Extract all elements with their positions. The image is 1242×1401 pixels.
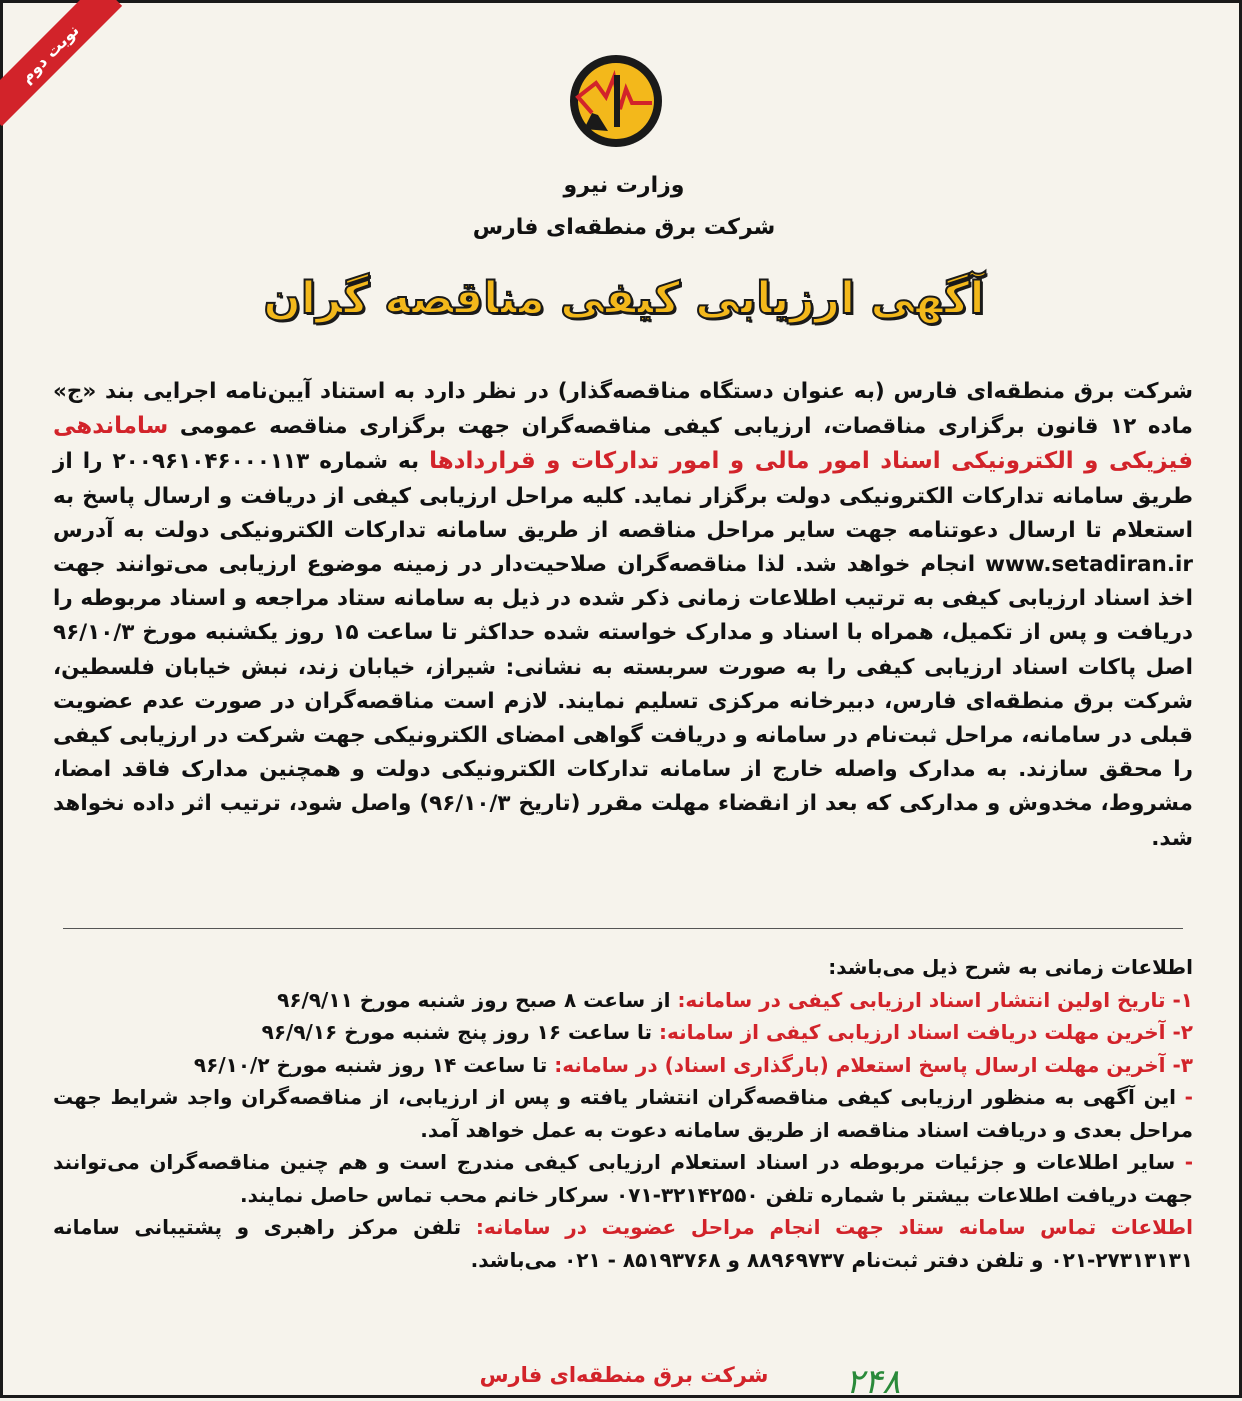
body-text-a: شرکت برق منطقه‌ای فارس (به عنوان دستگاه مناقصه‌گذار) در نظر دارد به استناد آیین‌نامه اجرایی بند «ج» ماده ۱۲ قانون برگزاری مناقصات، ارزیابی کیفی مناقصه‌گران جهت برگزاری مناقصه عمومی xyxy=(53,379,1193,440)
ministry-name: وزارت نیرو xyxy=(563,173,685,198)
body-paragraph xyxy=(53,375,1193,856)
note-dash: - xyxy=(1175,1150,1193,1174)
body-text-b: به شماره ۲۰۰۹۶۱۰۴۶۰۰۰۱۱۳ را از طریق سامانه تدارکات الکترونیکی دولت برگزار نماید. کلیه مراحل ارزیابی کیفی از دریافت و ارسال پاسخ به استعلام تا ارسال دعوتنامه جهت سایر مراحل مناقصه از طریق سامانه تدارکات الکترونیکی دولت به آدرس www.setadiran.ir انجام خواهد شد. لذا مناقصه‌گران صلاحیت‌دار در زمینه موضوع ارزیابی می‌توانند جهت اخذ اسناد ارزیابی کیفی به ترتیب اطلاعات زمانی ذکر شده در ذیل به سامانه ستاد مراجعه و اسناد مربوطه را دریافت و پس از تکمیل، همراه با اسناد و مدارک خواسته شده حداکثر تا ساعت ۱۵ روز یکشنبه مورخ ۹۶/۱۰/۳ اصل پاکات اسناد ارزیابی کیفی را به صورت سربسته به نشانی: شیراز، خیابان زند، نبش خیابان فلسطین، شرکت برق منطقه‌ای فارس، دبیرخانه مرکزی تسلیم نمایند. لازم است مناقصه‌گران در صورت عدم عضویت قبلی در سامانه، مراحل ثبت‌نام در سامانه و دریافت گواهی امضای الکترونیکی جهت شرکت در ارزیابی کیفی را محقق سازند. به مدارک واصله خارج از سامانه تدارکات الکترونیکی دولت و همچنین مدارک فاقد امضا، مشروط، مخدوش و مدارکی که بعد از انقضاء مهلت مقرر (تاریخ ۹۶/۱۰/۳) واصل شود، ترتیب اثر داده نخواهد شد. xyxy=(53,449,1193,851)
timing-item xyxy=(53,1016,1193,1049)
contact-info xyxy=(53,1211,1193,1276)
note-dash: - xyxy=(1175,1085,1193,1109)
timing-item-label: ۱- تاریخ اولین انتشار اسناد ارزیابی کیفی در سامانه: xyxy=(677,987,1193,1012)
timing-item-value: تا ساعت ۱۴ روز شنبه مورخ ۹۶/۱۰/۲ xyxy=(193,1052,555,1077)
timing-item-value: از ساعت ۸ صبح روز شنبه مورخ ۹۶/۹/۱۱ xyxy=(277,987,678,1012)
notice-title: آگهی ارزیابی کیفی مناقصه گران xyxy=(263,273,985,324)
note-text: سایر اطلاعات و جزئیات مربوطه در اسناد استعلام ارزیابی کیفی مندرج است و هم چنین مناقصه‌گران می‌توانند جهت دریافت اطلاعات بیشتر با شماره تلفن ۳۲۱۴۲۵۵۰-۰۷۱ سرکار خانم محب تماس حاصل نمایند. xyxy=(53,1150,1193,1207)
timing-item-label: ۲- آخرین مهلت دریافت اسناد ارزیابی کیفی از سامانه: xyxy=(658,1020,1193,1044)
timing-item-value: تا ساعت ۱۶ روز پنج شنبه مورخ ۹۶/۹/۱۶ xyxy=(261,1020,659,1044)
timing-item-label: ۳- آخرین مهلت ارسال پاسخ استعلام (بارگذاری اسناد) در سامانه: xyxy=(554,1052,1193,1077)
contact-text: تلفن مرکز راهبری و پشتیبانی سامانه ۲۷۳۱۳۱۳۱-۰۲۱ و تلفن دفتر ثبت‌نام ۸۸۹۶۹۷۳۷ و ۸۵۱۹۳۷۶۸ - ۰۲۱ می‌باشد. xyxy=(53,1215,1193,1272)
timing-intro: اطلاعات زمانی به شرح ذیل می‌باشد: xyxy=(828,955,1193,979)
tavanir-logo-icon xyxy=(568,53,664,149)
note-text: این آگهی به منظور ارزیابی کیفی مناقصه‌گران انتشار یافته و پس از ارزیابی، از مناقصه‌گران واجد شرایط جهت مراحل بعدی و دریافت اسناد مناقصه از طریق سامانه دعوت به عمل خواهد آمد. xyxy=(53,1085,1193,1142)
timing-item xyxy=(53,984,1193,1017)
notice-body xyxy=(53,375,1193,856)
company-name: شرکت برق منطقه‌ای فارس xyxy=(472,215,776,240)
note-item xyxy=(53,1081,1193,1146)
note-item xyxy=(53,1146,1193,1211)
signature-company: شرکت برق منطقه‌ای فارس xyxy=(479,1363,769,1387)
handwritten-number-text: ۲۴۸ xyxy=(845,1362,901,1401)
timing-item xyxy=(53,1049,1193,1082)
timing-section xyxy=(53,951,1193,1276)
section-divider xyxy=(63,928,1183,929)
second-run-ribbon: نوبت دوم xyxy=(0,0,122,126)
contact-label: اطلاعات تماس سامانه ستاد جهت انجام مراحل عضویت در سامانه: xyxy=(475,1215,1193,1239)
tender-subject: ساماندهی فیزیکی و الکترونیکی اسناد امور مالی و امور تدارکات و قراردادها xyxy=(53,413,1194,475)
